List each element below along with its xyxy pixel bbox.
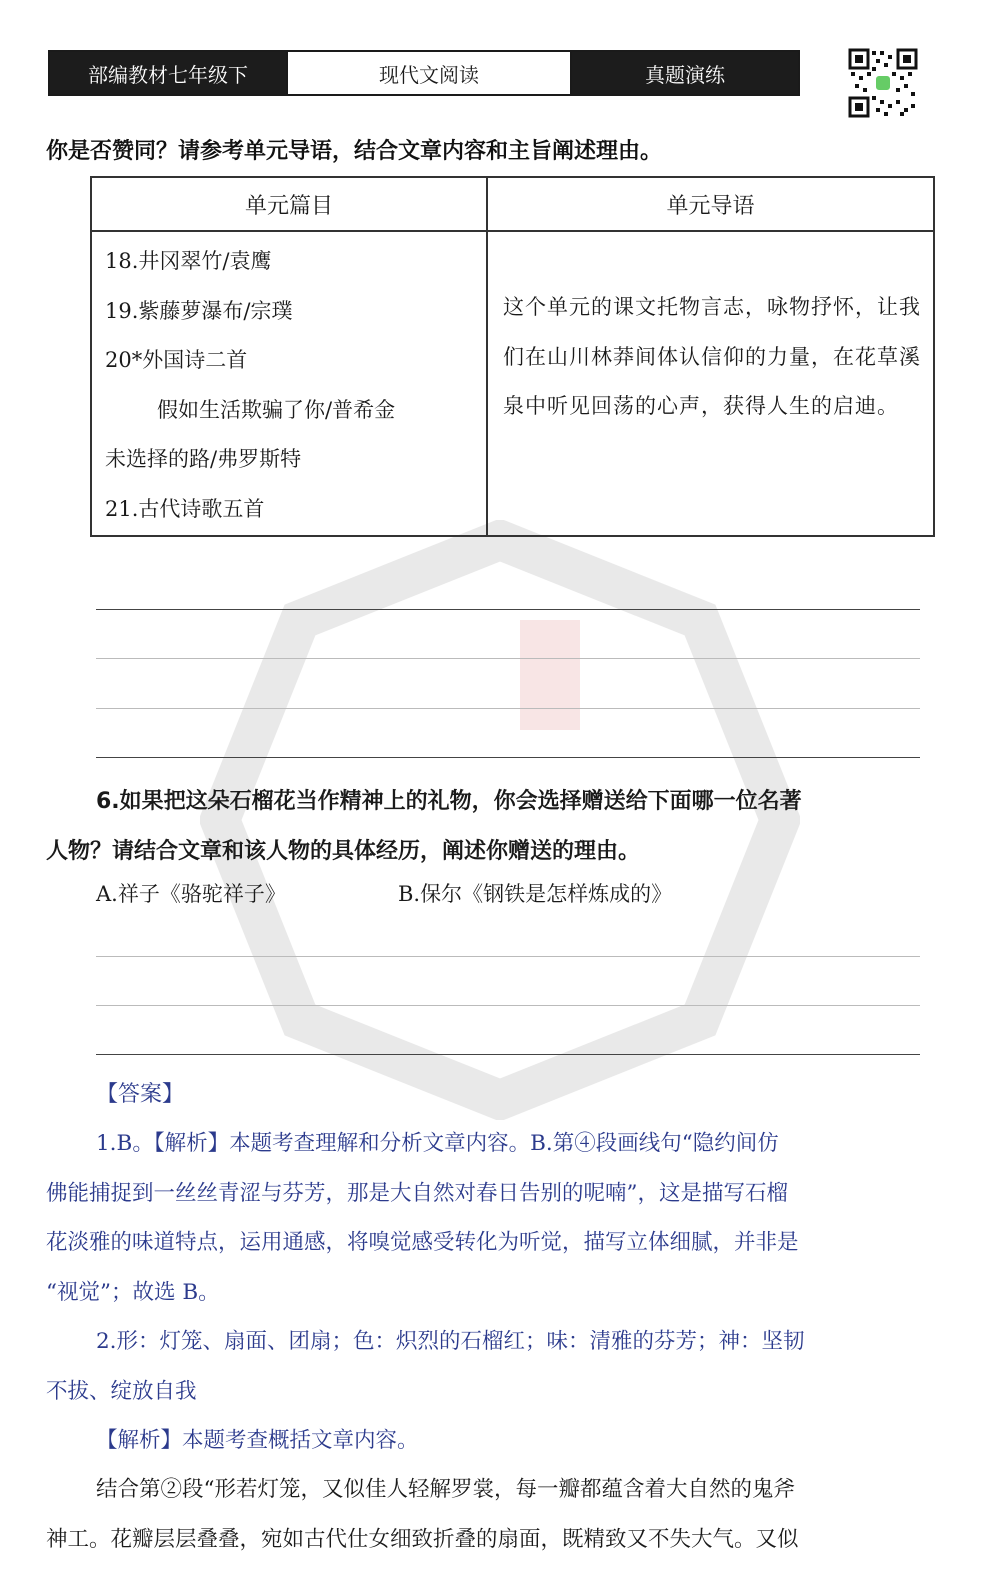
header-section: 真题演练: [572, 52, 798, 94]
qr-code-icon[interactable]: [848, 48, 918, 118]
answer-1-line: 佛能捕捉到一丝丝青涩与芬芳，那是大自然对春日告别的呢喃”，这是描写石榴: [46, 1180, 788, 1206]
answer-2: [46, 1317, 926, 1416]
lessons-cell: [91, 231, 487, 536]
answer-2-line: 2.形：灯笼、扇面、团扇；色：炽烈的石榴红；味：清雅的芬芳；神：坚韧: [96, 1329, 805, 1354]
answer-line[interactable]: [96, 1054, 920, 1055]
intro-cell: [487, 231, 934, 536]
answer-line[interactable]: [96, 658, 920, 659]
answer-2-detail: [46, 1465, 926, 1564]
answer-1: [46, 1119, 926, 1317]
lesson-item: 假如生活欺骗了你/普希金: [157, 397, 396, 422]
question-6-line-1: 6.如果把这朵石榴花当作精神上的礼物，你会选择赠送给下面哪一位名著: [96, 789, 802, 814]
answer-1-line: “视觉”；故选 B。: [46, 1279, 220, 1305]
question-5-tail: 你是否赞同？请参考单元导语，结合文章内容和主旨阐述理由。: [46, 139, 663, 164]
col-header-lessons: 单元篇目: [91, 177, 487, 231]
answer-2-line: 不拔、绽放自我: [46, 1378, 197, 1404]
lesson-item: 18.井冈翠竹/袁鹰: [105, 249, 272, 273]
answer-line[interactable]: [96, 708, 920, 709]
question-6: [46, 777, 926, 876]
question-6-line-2: 人物？请结合文章和该人物的具体经历，阐述你赠送的理由。: [46, 838, 641, 864]
option-b: B.保尔《钢铁是怎样炼成的》: [398, 882, 673, 906]
lesson-item: 19.紫藤萝瀑布/宗璞: [105, 298, 293, 323]
answer-line[interactable]: [96, 757, 920, 758]
unit-intro-text: 这个单元的课文托物言志，咏物抒怀，让我们在山川林莽间体认信仰的力量，在花草溪泉中听见回荡的心声，获得人生的启迪。: [503, 295, 921, 418]
header-grade: 部编教材七年级下: [50, 52, 286, 94]
lesson-item: 未选择的路/弗罗斯特: [105, 447, 302, 471]
answer-1-line: 1.B。【解析】本题考查理解和分析文章内容。B.第④段画线句“隐约间仿: [96, 1131, 779, 1156]
answer-line[interactable]: [96, 1005, 920, 1006]
header-topic: 现代文阅读: [286, 52, 572, 94]
lesson-item: 21.古代诗歌五首: [105, 496, 265, 521]
header-bar: [48, 50, 800, 96]
lesson-item: 20*外国诗二首: [105, 348, 248, 372]
answer-2-detail-line: 神工。花瓣层层叠叠，宛如古代仕女细致折叠的扇面，既精致又不失大气。又似: [46, 1526, 799, 1552]
col-header-intro: 单元导语: [487, 177, 934, 231]
unit-table: [90, 176, 935, 537]
answer-line[interactable]: [96, 609, 920, 610]
answer-2-detail-line: 结合第②段“形若灯笼，又似佳人轻解罗裳，每一瓣都蕴含着大自然的鬼斧: [96, 1477, 795, 1502]
option-a: A.祥子《骆驼祥子》: [96, 882, 286, 906]
answer-line[interactable]: [96, 956, 920, 957]
answer-1-line: 花淡雅的味道特点，运用通感，将嗅觉感受转化为听觉，描写立体细腻，并非是: [46, 1230, 799, 1255]
answer-heading: 【答案】: [96, 1082, 185, 1107]
answer-2-analysis: 【解析】本题考查概括文章内容。: [96, 1428, 419, 1453]
